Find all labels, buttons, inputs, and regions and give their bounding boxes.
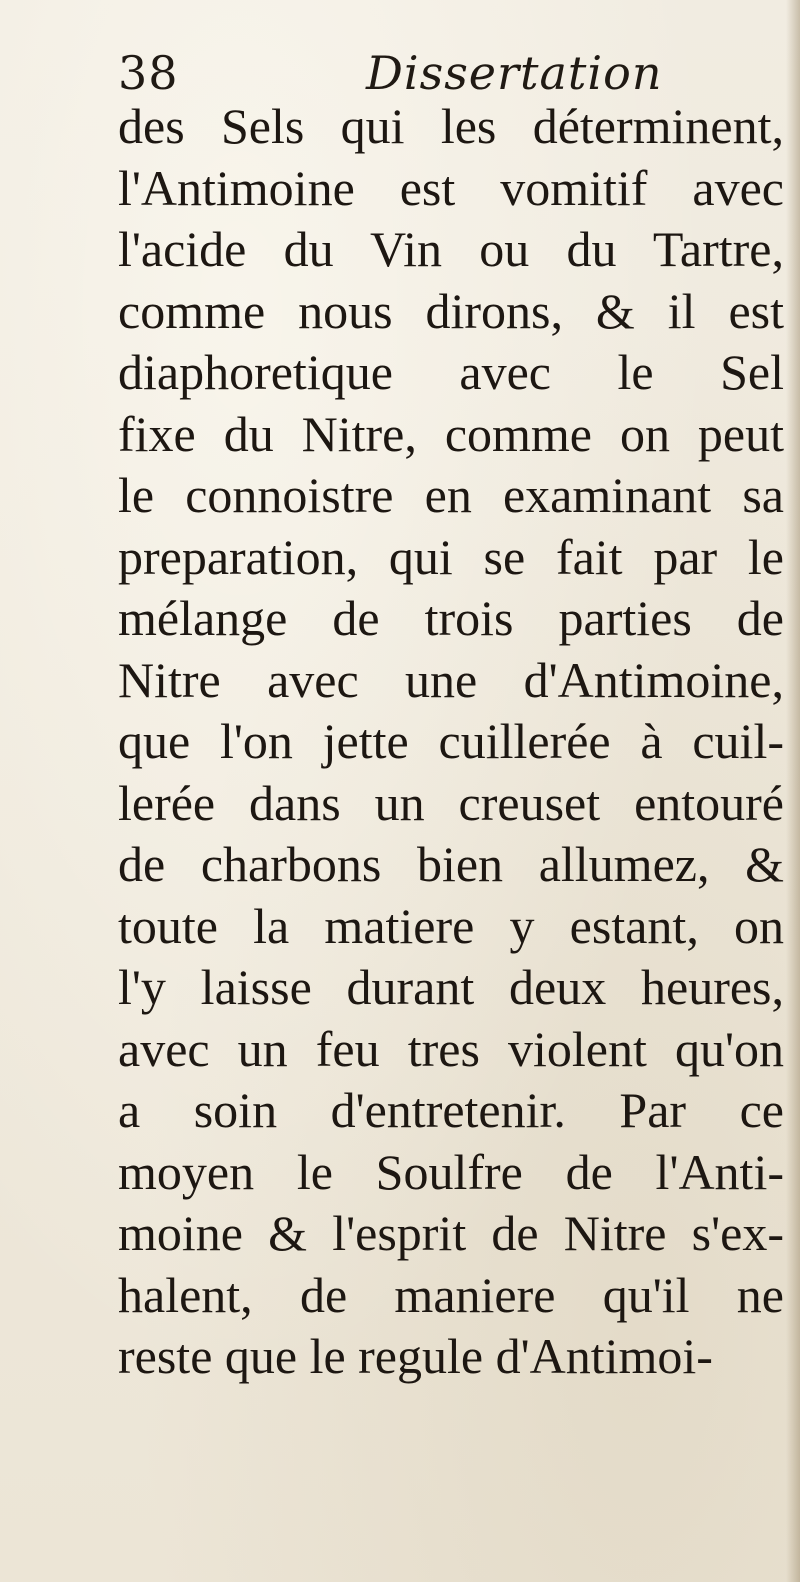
body-text <box>118 96 784 1388</box>
text-line: preparation, qui se fait par le <box>118 528 784 585</box>
text-line: l'y laisse durant deux heures, <box>118 959 784 1015</box>
text-line: comme nous dirons, & il est <box>118 282 784 339</box>
text-line: toute la matiere y estant, on <box>118 897 784 954</box>
text-line: moyen le Soulfre de l'Anti- <box>118 1143 784 1200</box>
page-edge-shadow <box>786 0 800 1582</box>
text-line: halent, de maniere qu'il ne <box>118 1266 784 1323</box>
text-line: mélange de trois parties de <box>118 590 784 646</box>
text-line: des Sels qui les déterminent, <box>118 98 784 154</box>
page-number: 38 <box>118 46 179 100</box>
text-line: l'Antimoine est vomitif avec <box>118 159 784 216</box>
text-line: a soin d'entretenir. Par ce <box>118 1082 784 1138</box>
text-line: fixe du Nitre, comme on peut <box>118 405 784 462</box>
text-line: Nitre avec une d'Antimoine, <box>118 651 784 708</box>
text-line: reste que le regule d'Antimoi- <box>118 1328 713 1384</box>
text-line: le connoistre en examinant sa <box>118 467 784 523</box>
text-line: que l'on jette cuillerée à cuil- <box>118 713 784 769</box>
running-title: Dissertation <box>366 46 663 100</box>
text-line: l'acide du Vin ou du Tartre, <box>118 221 784 277</box>
text-line: diaphoretique avec le Sel <box>118 344 784 400</box>
text-line: de charbons bien allumez, & <box>118 836 784 892</box>
text-line: moine & l'esprit de Nitre s'ex- <box>118 1205 784 1261</box>
text-line: avec un feu tres violent qu'on <box>118 1020 784 1077</box>
text-line: lerée dans un creuset entouré <box>118 774 784 831</box>
